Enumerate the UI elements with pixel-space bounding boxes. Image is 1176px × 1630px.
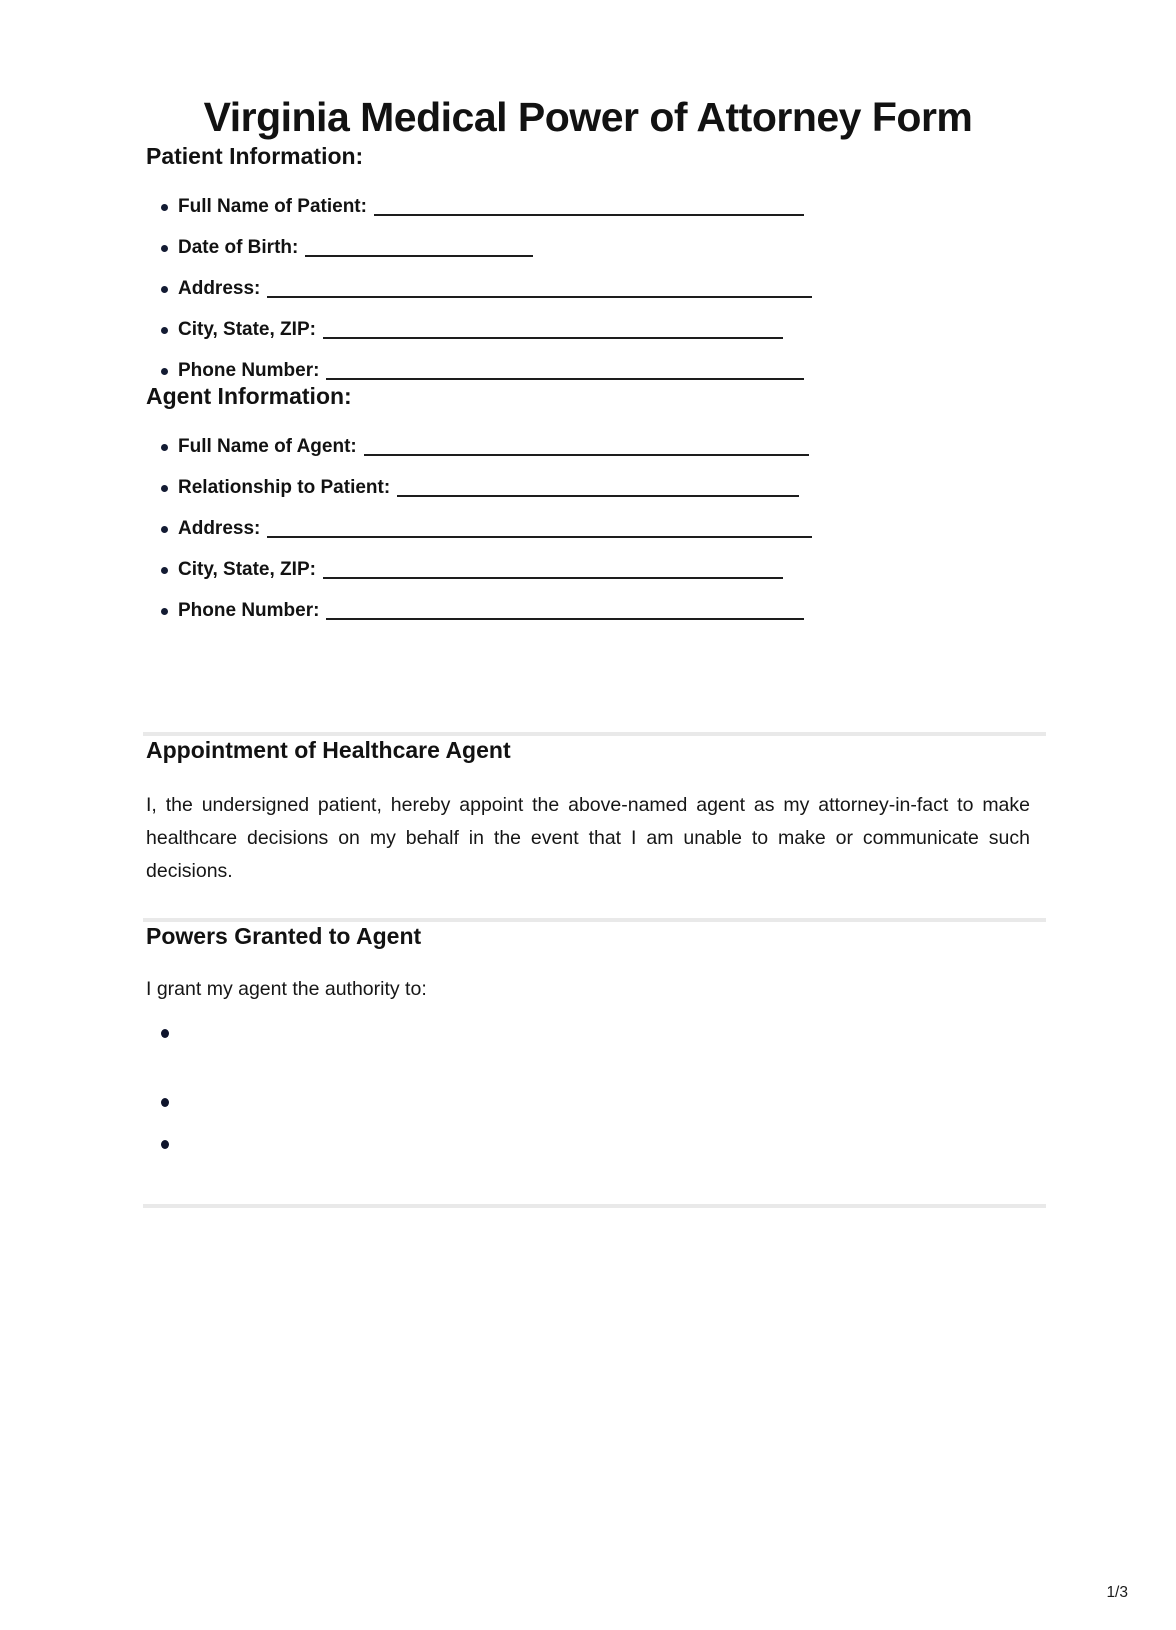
agent-relationship-label: Relationship to Patient: (178, 477, 391, 498)
field-row-patient-dob (146, 237, 1030, 259)
section-divider (143, 1204, 1046, 1208)
powers-intro: I grant my agent the authority to: (146, 978, 427, 1000)
section-heading-powers: Powers Granted to Agent (146, 923, 422, 949)
patient-city-state-zip-blank[interactable] (323, 321, 783, 339)
patient-full-name-blank[interactable] (374, 198, 804, 216)
field-row-patient-address (146, 278, 1030, 300)
agent-address-label: Address: (178, 518, 261, 539)
patient-phone-label: Phone Number: (178, 360, 320, 381)
field-row-agent-phone (146, 600, 1030, 622)
patient-address-label: Address: (178, 278, 261, 299)
powers-list-item-empty (146, 1091, 1030, 1113)
patient-phone-blank[interactable] (326, 362, 804, 380)
powers-list-item-empty (146, 1133, 1030, 1155)
section-heading-appointment: Appointment of Healthcare Agent (146, 737, 511, 763)
agent-city-state-zip-label: City, State, ZIP: (178, 559, 316, 580)
patient-info-list (146, 196, 1030, 382)
patient-dob-blank[interactable] (305, 239, 533, 257)
agent-full-name-blank[interactable] (364, 438, 809, 456)
document-title: Virginia Medical Power of Attorney Form (203, 94, 973, 140)
field-row-patient-full-name (146, 196, 1030, 218)
field-row-agent-address (146, 518, 1030, 540)
agent-full-name-label: Full Name of Agent: (178, 436, 357, 457)
powers-list-item-empty (146, 1022, 1030, 1044)
agent-phone-label: Phone Number: (178, 600, 320, 621)
field-row-patient-city-state-zip (146, 319, 1030, 341)
agent-phone-blank[interactable] (326, 602, 804, 620)
page-indicator: 1/3 (1106, 1584, 1128, 1601)
agent-info-list (146, 436, 1030, 622)
agent-relationship-blank[interactable] (397, 479, 799, 497)
patient-dob-label: Date of Birth: (178, 237, 299, 258)
agent-city-state-zip-blank[interactable] (323, 561, 783, 579)
patient-full-name-label: Full Name of Patient: (178, 196, 367, 217)
powers-list (146, 1022, 1030, 1155)
section-heading-agent-information: Agent Information: (146, 383, 352, 409)
agent-address-blank[interactable] (267, 520, 812, 538)
patient-city-state-zip-label: City, State, ZIP: (178, 319, 316, 340)
patient-address-blank[interactable] (267, 280, 812, 298)
field-row-agent-full-name (146, 436, 1030, 458)
field-row-agent-city-state-zip (146, 559, 1030, 581)
field-row-patient-phone (146, 360, 1030, 382)
field-row-agent-relationship (146, 477, 1030, 499)
section-heading-patient-information: Patient Information: (146, 143, 364, 169)
appointment-paragraph: I, the undersigned patient, hereby appoint the above-named agent as my attorney-in-fact to make healthcare decisions on my behalf in the event that I am unable to make or communicate such decisions. (146, 794, 1030, 882)
